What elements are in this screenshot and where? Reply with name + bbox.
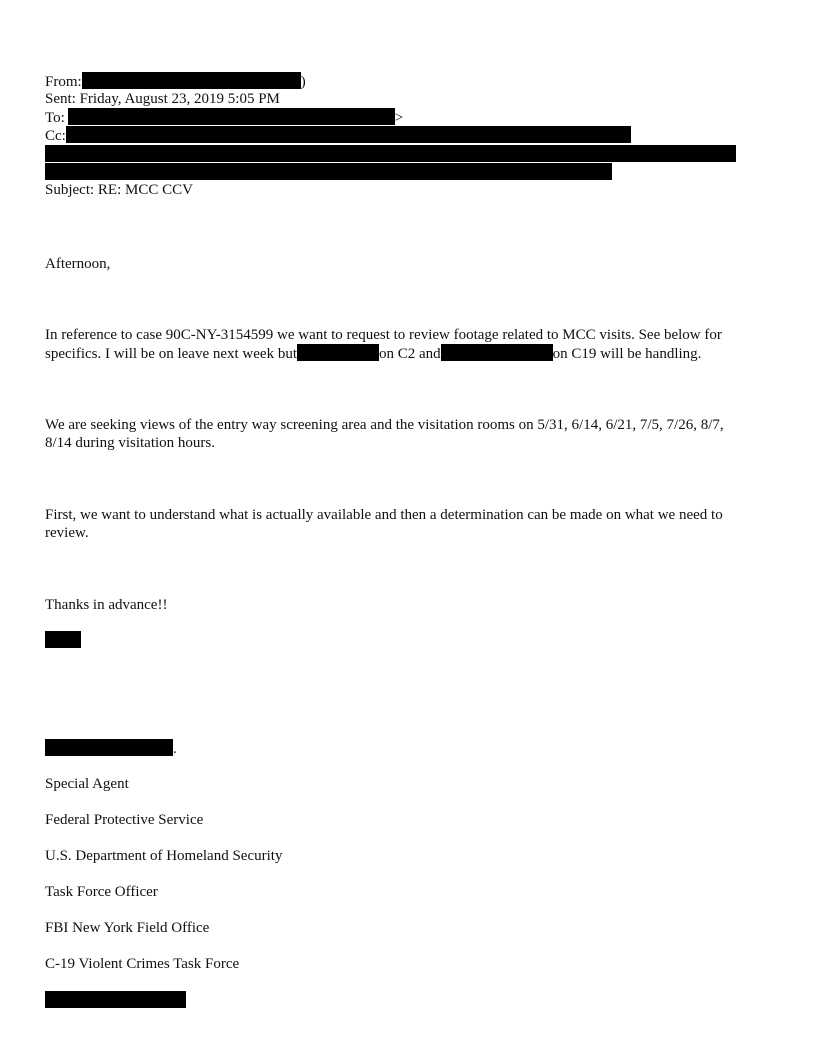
- subject-line: Subject: RE: MCC CCV: [45, 182, 193, 198]
- para2-line1: We are seeking views of the entry way screening area and the visitation rooms on 5/31, 6/14, 6/21, 7/5, 7/26, 8/7,: [45, 417, 724, 433]
- para3-line2: review.: [45, 525, 89, 541]
- from-label: From:: [45, 74, 82, 90]
- para1-line2-b: on C2 and: [379, 346, 441, 362]
- to-label: To:: [45, 110, 65, 126]
- para1-line2-c: on C19 will be handling.: [552, 346, 702, 362]
- signature-name-tail: .: [173, 741, 177, 757]
- redaction-to: [68, 108, 395, 125]
- closing: Thanks in advance!!: [45, 597, 168, 613]
- redaction-cc-2: [45, 145, 736, 162]
- signature-task-force: C-19 Violent Crimes Task Force: [45, 956, 240, 972]
- cc-label: Cc:: [45, 128, 66, 144]
- from-line: [45, 72, 306, 91]
- signature-title: Special Agent: [45, 776, 129, 792]
- para1-line1: In reference to case 90C-NY-3154599 we want to request to review footage related to MCC visits. See below for: [45, 327, 722, 343]
- signature-department: U.S. Department of Homeland Security: [45, 848, 283, 864]
- signature-office: FBI New York Field Office: [45, 920, 210, 936]
- greeting: Afternoon,: [45, 256, 111, 272]
- to-tail: >: [394, 110, 404, 126]
- signature-role: Task Force Officer: [45, 884, 158, 900]
- sent-line: Sent: Friday, August 23, 2019 5:05 PM: [45, 91, 280, 107]
- para1-line2-a: specifics. I will be on leave next week but: [45, 346, 297, 362]
- redaction-sender-initials: [45, 631, 81, 648]
- para1-line2: [45, 344, 701, 363]
- redaction-from: [82, 72, 301, 89]
- cc-line: [45, 126, 631, 145]
- redaction-sender-name: [45, 739, 173, 756]
- signature-agency: Federal Protective Service: [45, 812, 204, 828]
- redaction-cc-1: [66, 126, 631, 143]
- redaction-contact-c2: [297, 344, 379, 361]
- from-tail: ): [300, 74, 306, 90]
- signature-name: [45, 739, 177, 758]
- redaction-sender-contact: [45, 991, 186, 1008]
- redaction-contact-c19: [441, 344, 553, 361]
- para3-line1: First, we want to understand what is actually available and then a determination can be made on what we need to: [45, 507, 723, 523]
- to-line: [45, 108, 403, 127]
- redaction-cc-3: [45, 163, 612, 180]
- para2-line2: 8/14 during visitation hours.: [45, 435, 215, 451]
